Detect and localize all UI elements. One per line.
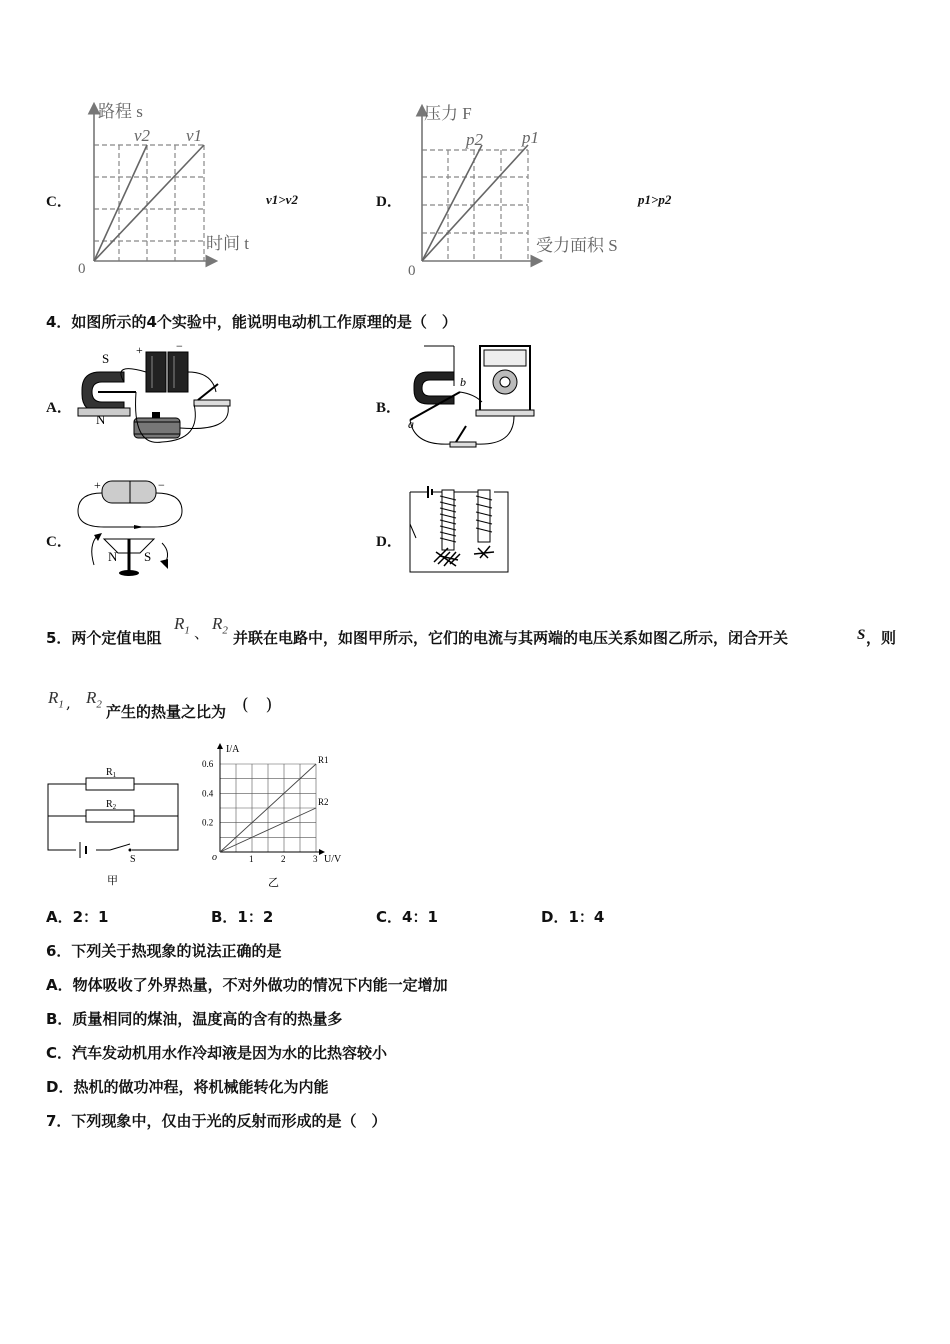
q5-iv-graph: [200, 740, 355, 890]
q5-circuit-switch-label: S: [130, 854, 136, 865]
q4-option-b-label: B．: [376, 400, 402, 416]
q5-separator: 、: [194, 624, 210, 642]
q4b-b-mark: b: [460, 375, 466, 389]
q3-option-c-graph: [70, 95, 270, 280]
q5-switch-letter: S: [857, 627, 866, 643]
q4-option-d-label: D．: [376, 534, 402, 550]
q4-option-d-figure: [404, 482, 514, 578]
q6-option-c: C．汽车发动机用水作冷却液是因为水的比热容较小: [46, 1044, 388, 1062]
q5-line2-text: 产生的热量之比为: [106, 703, 227, 721]
q5-line2-r1: $R_1$: [48, 688, 64, 711]
q5-graph-xlabel: U/V: [324, 854, 342, 865]
y-tick-label: 0.2: [202, 817, 214, 828]
q5-stem-suffix: ，则: [866, 629, 897, 647]
q5-option-c: C．4：1: [376, 908, 438, 926]
q5-r1: $R_1$: [174, 614, 190, 637]
q5-circuit-r2-label: $R_2$: [106, 799, 117, 811]
q6-option-b: B．质量相同的煤油，温度高的含有的热量多: [46, 1010, 343, 1028]
q3d-y-axis-label: 压力 F: [424, 104, 472, 123]
q4-option-c-figure: [74, 475, 189, 580]
q3d-x-axis-label: 受力面积 S: [536, 236, 618, 255]
q3-option-c-answer: v1>v2: [266, 192, 298, 207]
y-tick-label: 0.4: [202, 788, 214, 799]
q5-circuit-caption: 甲: [107, 875, 118, 887]
q5-line2-paren: ( ): [242, 695, 273, 715]
q4a-n-mark: N: [96, 412, 106, 427]
q4c-s-mark: S: [144, 549, 152, 564]
q3d-line2-label: p1: [522, 128, 539, 147]
y-tick-label: 0.6: [202, 759, 214, 769]
q4-option-b-figure: [404, 342, 544, 457]
q5-line2-separator: ,: [66, 694, 71, 712]
q3c-y-axis-label: 路程 s: [98, 102, 143, 121]
q4c-plus-mark: +: [94, 478, 101, 492]
q7-stem: 7．下列现象中，仅由于光的反射而形成的是（ ）: [46, 1112, 387, 1130]
q5-option-a: A．2：1: [46, 908, 109, 926]
q3-option-d-graph: [400, 95, 640, 280]
q4c-minus-mark: −: [158, 478, 165, 492]
series-label-r1: R1: [318, 755, 329, 765]
q4b-a-mark: a: [408, 417, 414, 431]
q5-graph-ylabel: I/A: [226, 744, 240, 755]
q5-circuit-r1-label: $R_1$: [106, 767, 117, 779]
q3c-line1-label: v2: [134, 126, 151, 145]
q5-graph-caption: 乙: [268, 877, 279, 889]
q6-option-d: D．热机的做功冲程，将机械能转化为内能: [46, 1078, 329, 1096]
x-tick-label: 3: [313, 854, 318, 864]
q3-option-d-answer: p1>p2: [638, 192, 672, 207]
q3-option-d-label: D．: [376, 194, 402, 210]
q4a-plus-mark: +: [136, 343, 143, 357]
q5-circuit-figure: [46, 762, 186, 892]
q4-stem: 4．如图所示的4个实验中，能说明电动机工作原理的是（ ）: [46, 313, 457, 331]
q6-stem: 6．下列关于热现象的说法正确的是: [46, 942, 282, 960]
q5-line2-r2: $R_2$: [86, 688, 102, 711]
q4a-s-mark: S: [102, 351, 110, 366]
q6-option-a: A．物体吸收了外界热量，不对外做功的情况下内能一定增加: [46, 976, 448, 994]
q3c-line2-label: v1: [186, 126, 203, 145]
q3-option-c-label: C．: [46, 194, 72, 210]
q5-option-b: B．1：2: [211, 908, 274, 926]
q3d-origin: 0: [408, 263, 416, 279]
q4-option-c-label: C．: [46, 534, 72, 550]
q5-stem-prefix: 5．两个定值电阻: [46, 629, 162, 647]
q5-stem-middle: 并联在电路中，如图甲所示，它们的电流与其两端的电压关系如图乙所示，闭合开关: [233, 629, 789, 647]
q5-graph-origin: o: [212, 852, 217, 863]
q3d-line1-label: p2: [466, 130, 483, 149]
x-tick-label: 1: [249, 854, 254, 864]
q3c-origin: 0: [78, 261, 86, 277]
q4-option-a-label: A．: [46, 400, 72, 416]
x-tick-label: 2: [281, 854, 286, 864]
q5-r2: $R_2$: [212, 614, 228, 637]
series-label-r2: R2: [318, 797, 329, 807]
q4a-minus-mark: −: [176, 339, 183, 353]
q4c-n-mark: N: [108, 549, 118, 564]
q3c-x-axis-label: 时间 t: [206, 234, 249, 253]
q5-option-d: D．1：4: [541, 908, 605, 926]
q4-option-a-figure: [72, 339, 242, 457]
